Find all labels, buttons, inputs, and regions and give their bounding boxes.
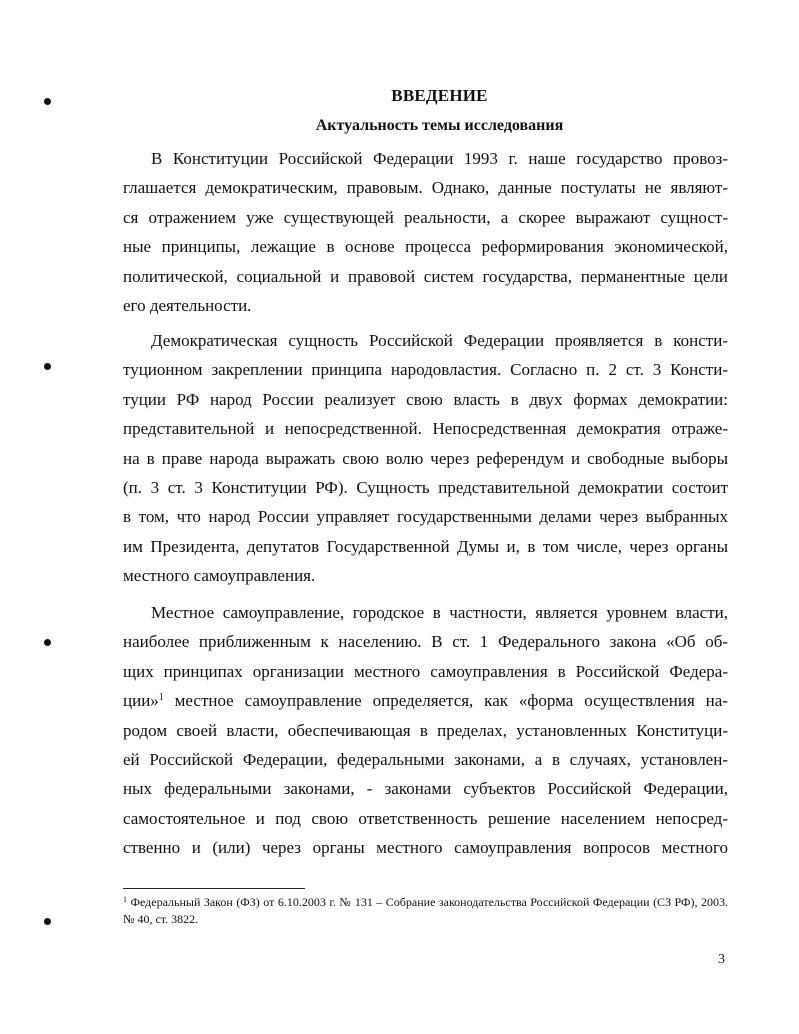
text-line: ных федеральными законами, - законами субъектов Российской Федерации,: [123, 779, 728, 799]
text-line: Местное самоуправление, городское в частности, является уровнем власти,: [151, 603, 728, 622]
footnote-mark: 1: [123, 895, 127, 904]
text-line: ственно и (или) через органы местного самоуправления вопросов местного: [123, 838, 728, 858]
footnote-reference: 1: [158, 692, 164, 704]
paragraph-2: [123, 326, 728, 591]
footnote: [123, 894, 728, 928]
scan-bullet-mark: [44, 363, 51, 370]
text-line: глашается демократическим, правовым. Однако, данные постулаты не являют-: [123, 178, 728, 198]
text-line: щих принципах организации местного самоуправления в Российской Федера-: [123, 661, 728, 681]
text-line: его деятельности.: [123, 295, 252, 315]
section-subtitle: Актуальность темы исследования: [315, 117, 564, 134]
footnote-text: Федеральный Закон (ФЗ) от 6.10.2003 г. № 131 – Собрание законодательства Российской Федерации (СЗ РФ), 2003. № 40, ст. 3822.: [123, 895, 728, 926]
text-line: ся отражением уже существующей реальности, а скорее выражают сущност-: [123, 207, 728, 227]
text-line: самостоятельное и под свою ответственность решение населением непосред-: [123, 808, 728, 828]
text-line: местного самоуправления.: [123, 566, 316, 586]
scan-bullet-mark: [44, 918, 51, 925]
text-line: политической, социальной и правовой систем государства, перманентные цели: [123, 266, 728, 286]
text-line: Демократическая сущность Российской Федерации проявляется в консти-: [151, 331, 728, 350]
text-fragment: местное самоуправление определяется, как «форма осуществления на-: [163, 691, 728, 711]
footnote-divider: [123, 888, 305, 889]
text-fragment: ции»: [123, 691, 159, 711]
paragraph-1: [123, 144, 728, 320]
text-line: представительной и непосредственной. Непосредственная демократия отраже-: [123, 419, 728, 439]
text-line: им Президента, депутатов Государственной Думы и, в том числе, через органы: [123, 536, 728, 556]
text-line-with-footnote-ref: [123, 686, 728, 715]
text-line: ные принципы, лежащие в основе процесса реформирования экономической,: [123, 237, 728, 257]
text-line: (п. 3 ст. 3 Конституции РФ). Сущность представительной демократии состоит: [123, 477, 728, 497]
paragraph-3: [123, 598, 728, 863]
text-line: наиболее приближенным к населению. В ст. 1 Федерального закона «Об об-: [123, 632, 728, 652]
text-line: в том, что народ России управляет государственными делами через выбранных: [123, 507, 728, 527]
text-line: В Конституции Российской Федерации 1993 г. наше государство провоз-: [151, 149, 728, 168]
page-title: ВВЕДЕНИЕ: [391, 86, 488, 105]
text-line: на в праве народа выражать свою волю через референдум и свободные выборы: [123, 448, 728, 468]
text-line: туционном закреплении принципа народовластия. Согласно п. 2 ст. 3 Консти-: [123, 360, 728, 380]
text-line: родом своей власти, обеспечивающая в пределах, установленных Конституци-: [123, 720, 728, 740]
text-line: ей Российской Федерации, федеральными законами, а в случаях, установлен-: [123, 749, 728, 769]
page-number: 3: [718, 952, 725, 967]
scan-bullet-mark: [44, 639, 51, 646]
text-line: туции РФ народ России реализует свою власть в двух формах демократии:: [123, 389, 728, 409]
